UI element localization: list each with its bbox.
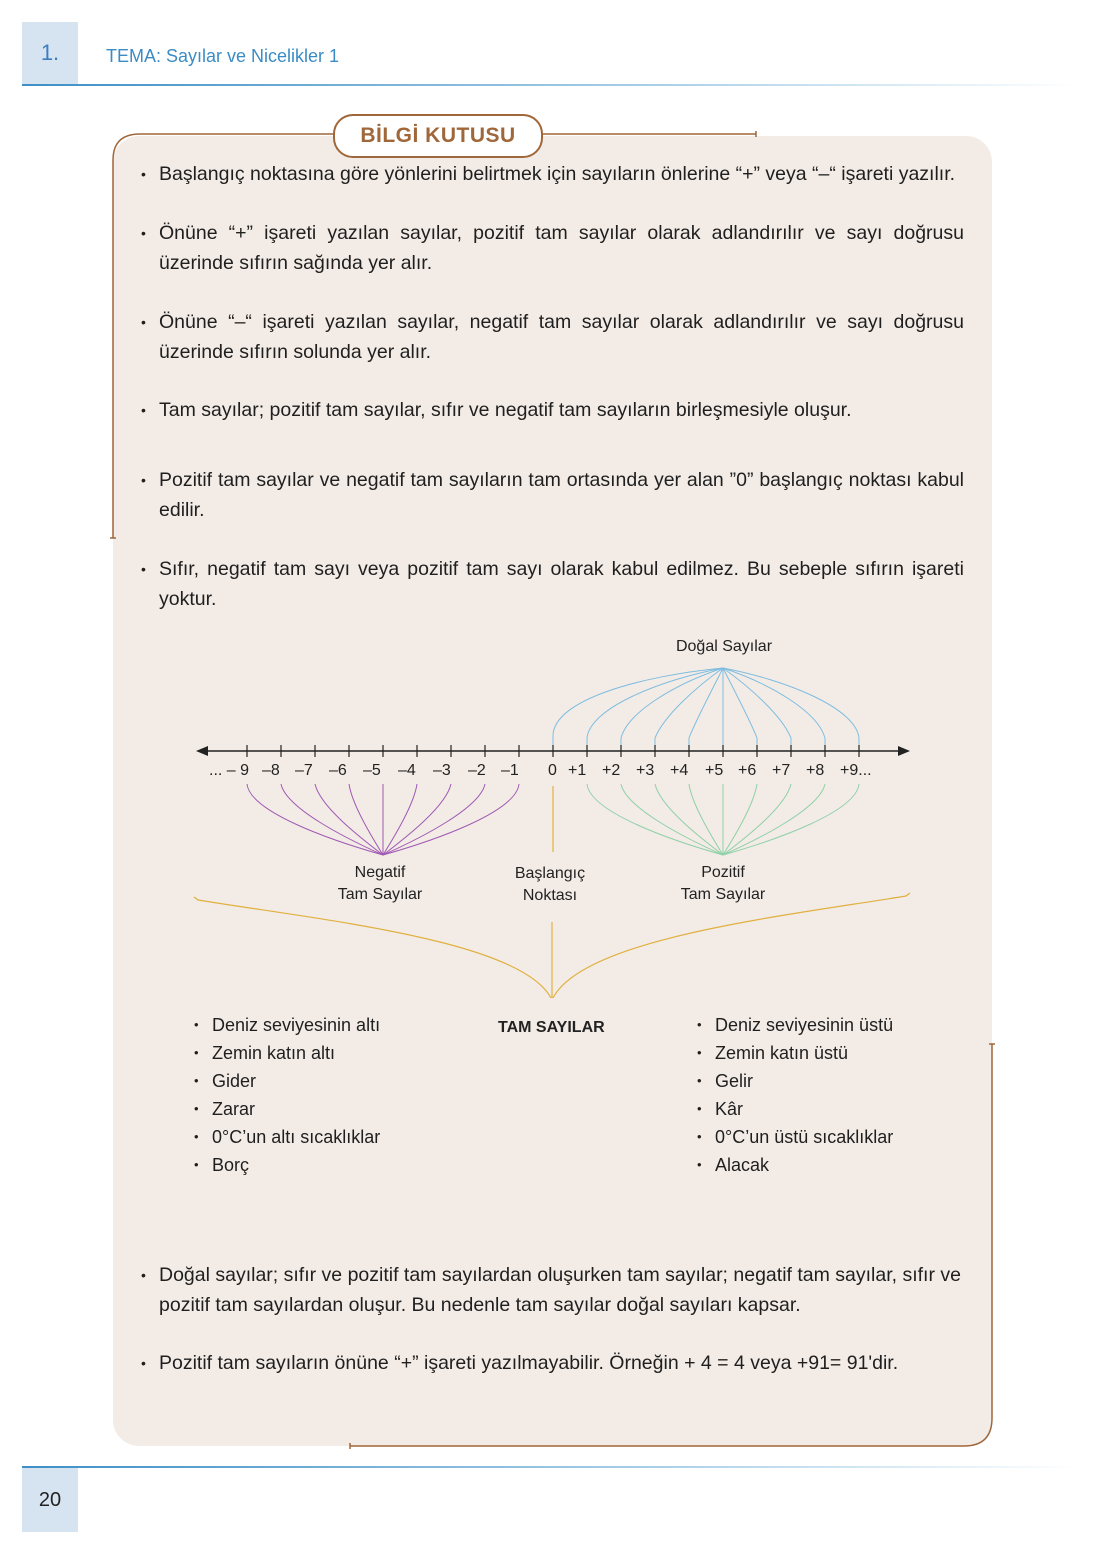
bullet-dot: • [141, 561, 146, 577]
bullet-dot: • [141, 1355, 146, 1371]
bullet-4 [141, 395, 964, 425]
tick-label: +8 [806, 762, 825, 779]
chapter-title: TEMA: Sayılar ve Nicelikler 1 [106, 46, 340, 66]
list-item: • Gider [194, 1071, 257, 1091]
tick-label: ... – 9 [209, 762, 250, 779]
list-item: • Kâr [697, 1099, 744, 1119]
bullet-dot: • [141, 166, 146, 182]
tick-label: +3 [636, 762, 655, 779]
tick-label: –2 [468, 762, 486, 779]
tick-label: 0 [548, 762, 557, 779]
tick-label: +7 [772, 762, 791, 779]
bullet-text: Tam sayılar; pozitif tam sayılar, sıfır ve negatif tam sayıların birleşmesiyle oluşur. [159, 399, 852, 421]
tick-label: –3 [433, 762, 451, 779]
bullet-6 [141, 554, 964, 614]
integers-label: TAM SAYILAR [498, 1019, 605, 1036]
tick-label: –1 [501, 762, 519, 779]
tick-label: +4 [670, 762, 689, 779]
negative-examples-list [194, 1011, 380, 1179]
footer-rule [22, 1466, 1080, 1468]
bullet-2 [141, 218, 964, 278]
bullet-text: Pozitif tam sayıların önüne “+” işareti yazılmayabilir. Örneğin + 4 = 4 veya +91= 91'dir. [159, 1352, 899, 1374]
tick-label: –7 [295, 762, 313, 779]
list-item: • Borç [194, 1155, 250, 1175]
bullet-dot: • [141, 314, 146, 330]
tick-label: –8 [262, 762, 280, 779]
bullet-text: Sıfır, negatif tam sayı veya pozitif tam sayı olarak kabul edilmez. Bu sebeple sıfırın işareti yoktur. [159, 558, 964, 610]
bullet-1 [141, 159, 964, 189]
negative-integers-label: Negatif Tam Sayılar [337, 864, 423, 903]
tick-label: +2 [602, 762, 621, 779]
tick-label: +1 [568, 762, 587, 779]
bullet-8 [141, 1348, 964, 1378]
tick-label: –4 [398, 762, 416, 779]
bullet-dot: • [141, 472, 146, 488]
origin-label: Başlangıç Noktası [514, 865, 586, 904]
list-item: • Alacak [697, 1155, 770, 1175]
list-item: • 0°C’un altı sıcaklıklar [194, 1127, 381, 1147]
list-item: • Zemin katın altı [194, 1043, 336, 1063]
list-item: • Deniz seviyesinin altı [194, 1015, 381, 1035]
bullet-dot: • [141, 225, 146, 241]
list-item: • Gelir [697, 1071, 754, 1091]
box-title: BİLGİ KUTUSU [333, 114, 543, 158]
bullet-text: Doğal sayılar; sıfır ve pozitif tam sayılardan oluşurken tam sayılar; negatif tam sayılar, sıfır ve pozitif tam sayılardan oluşur. Bu nedenle tam sayılar doğal sayıları kapsar. [159, 1264, 961, 1316]
header-rule [22, 84, 1080, 86]
natural-numbers-label: Doğal Sayılar [675, 638, 773, 655]
list-item: • Deniz seviyesinin üstü [697, 1015, 894, 1035]
bullet-text: Başlangıç noktasına göre yönlerini belirtmek için sayıların önlerine “+” veya “–“ işareti yazılır. [159, 163, 956, 185]
bullet-dot: • [141, 1267, 146, 1283]
list-item: • Zemin katın üstü [697, 1043, 849, 1063]
tick-label: +9... [840, 762, 872, 779]
tick-label: +6 [738, 762, 757, 779]
bullet-7 [141, 1260, 964, 1320]
chapter-number: 1. [22, 22, 78, 84]
tick-label: –5 [363, 762, 381, 779]
page-number: 20 [22, 1468, 78, 1532]
bullet-dot: • [141, 402, 146, 418]
positive-examples-list [697, 1011, 893, 1179]
list-item: • 0°C’un üstü sıcaklıklar [697, 1127, 894, 1147]
tick-label: +5 [705, 762, 724, 779]
bullet-text: Pozitif tam sayılar ve negatif tam sayıların tam ortasında yer alan ”0” başlangıç noktası kabul edilir. [159, 469, 964, 521]
tick-label: –6 [329, 762, 347, 779]
bullet-3 [141, 307, 964, 367]
bullet-5 [141, 465, 964, 525]
bullet-text: Önüne “–“ işareti yazılan sayılar, negatif tam sayılar olarak adlandırılır ve sayı doğrusu üzerinde sıfırın solunda yer alır. [159, 311, 964, 363]
list-item: • Zarar [194, 1099, 256, 1119]
positive-integers-label: Pozitif Tam Sayılar [680, 864, 766, 903]
bullet-text: Önüne “+” işareti yazılan sayılar, pozitif tam sayılar olarak adlandırılır ve sayı doğrusu üzerinde sıfırın sağında yer alır. [159, 222, 964, 274]
